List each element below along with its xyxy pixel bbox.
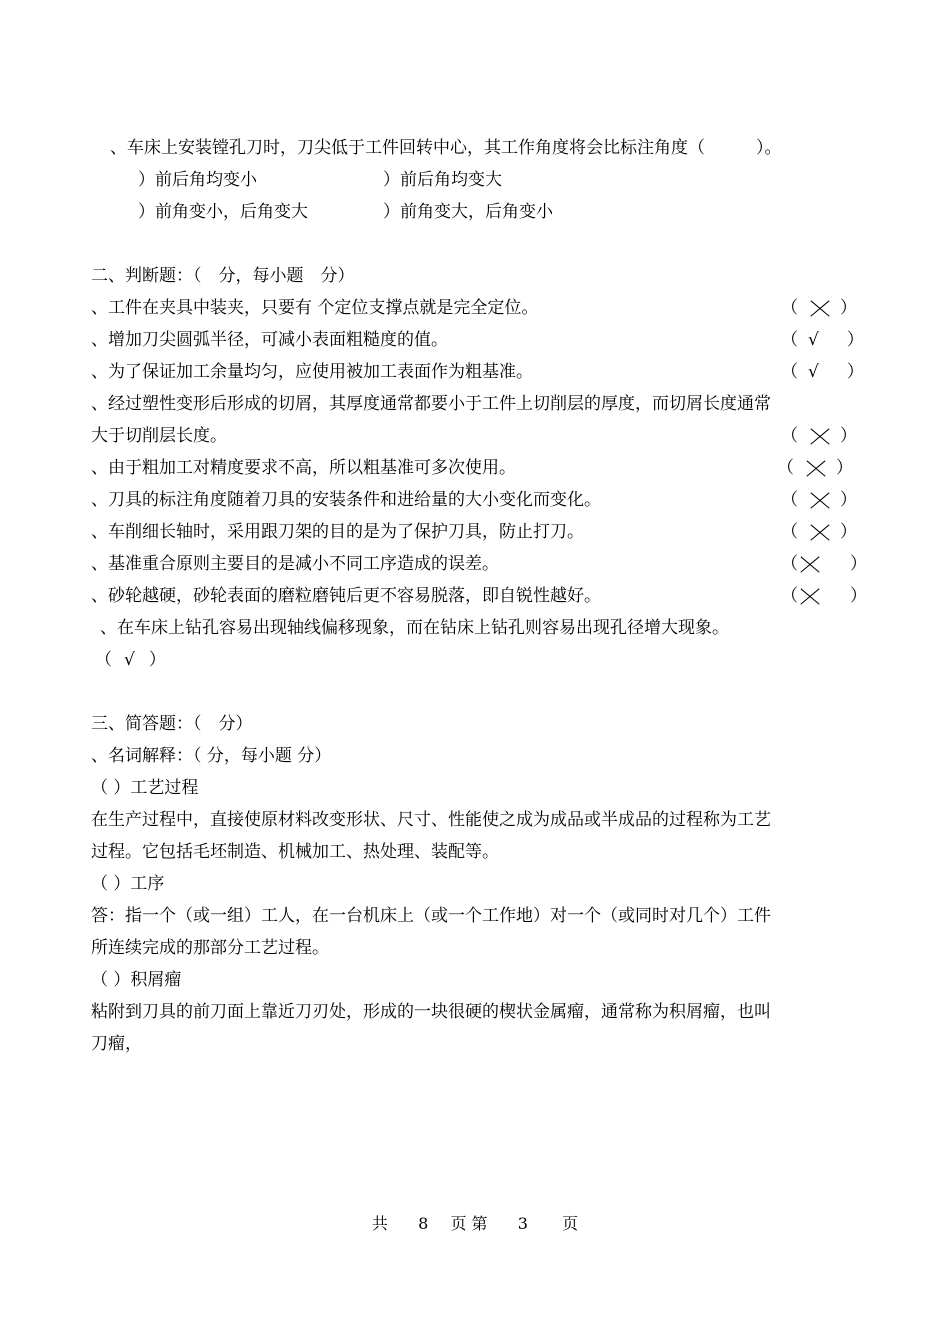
answer-mark: （ ） xyxy=(781,554,867,574)
tf-item-10: 、在车床上钻孔容易出现轴线偏移现象，而在钻床上钻孔则容易出现孔径增大现象。 xyxy=(100,618,729,638)
term-label: （ ）积屑瘤 xyxy=(91,970,182,990)
section-heading-true-false: 二、判断题：（ 分，每小题 分） xyxy=(91,266,355,286)
footer-page-suffix: 页 xyxy=(562,1214,579,1233)
answer-mark: （ √ ） xyxy=(95,650,166,670)
term-definition-line: 粘附到刀具的前刀面上靠近刀刃处，形成的一块很硬的楔状金属瘤，通常称为积屑瘤，也叫 xyxy=(91,1002,771,1022)
tf-item-1: 、工件在夹具中装夹，只要有 个定位支撑点就是完全定位。 xyxy=(91,298,539,318)
cross-mark-icon xyxy=(804,459,826,479)
tf-item-8: 、基准重合原则主要目的是减小不同工序造成的误差。 xyxy=(91,554,499,574)
term-label: （ ）工序 xyxy=(91,874,165,894)
answer-mark: （ √ ） xyxy=(781,330,864,350)
answer-mark: （ ） xyxy=(781,522,857,542)
check-mark: √ xyxy=(808,362,819,382)
term-label: （ ）工艺过程 xyxy=(91,778,199,798)
cross-mark-icon xyxy=(808,299,830,319)
term-definition-line: 过程。它包括毛坯制造、机械加工、热处理、装配等。 xyxy=(91,842,499,862)
tf-item-5: 、由于粗加工对精度要求不高，所以粗基准可多次使用。 xyxy=(91,458,516,478)
answer-mark: （ ） xyxy=(777,458,853,478)
answer-mark: （ ） xyxy=(781,586,867,606)
option-d: ）前角变大，后角变小 xyxy=(383,202,553,222)
sub-heading-term-definition: 、名词解释：（ 分，每小题 分） xyxy=(91,746,332,766)
answer-mark: （ ） xyxy=(781,426,857,446)
option-c: ）前角变小，后角变大 xyxy=(138,202,308,222)
tf-item-4: 、经过塑性变形后形成的切屑，其厚度通常都要小于工件上切削层的厚度，而切屑长度通常 xyxy=(91,394,771,414)
footer-total-pages: 8 xyxy=(418,1214,429,1233)
answer-mark: （ ） xyxy=(781,298,857,318)
question-stem: 、车床上安装镗孔刀时，刀尖低于工件回转中心，其工作角度将会比标注角度（ ）。 xyxy=(110,138,782,158)
footer-current-page: 3 xyxy=(517,1214,528,1233)
term-definition-line: 答：指一个（或一组）工人，在一台机床上（或一个工作地）对一个（或同时对几个）工件 xyxy=(91,906,771,926)
term-definition-line: 在生产过程中，直接使原材料改变形状、尺寸、性能使之成为成品或半成品的过程称为工艺 xyxy=(91,810,771,830)
cross-mark-icon xyxy=(808,427,830,447)
footer-total-label: 共 xyxy=(371,1214,388,1233)
cross-mark-icon xyxy=(808,523,830,543)
footer-page-label: 页 第 xyxy=(450,1214,488,1233)
tf-item-9: 、砂轮越硬，砂轮表面的磨粒磨钝后更不容易脱落，即自锐性越好。 xyxy=(91,586,601,606)
check-mark: √ xyxy=(124,650,135,670)
cross-mark-icon xyxy=(808,491,830,511)
term-definition-line: 所连续完成的那部分工艺过程。 xyxy=(91,938,329,958)
tf-item-7: 、车削细长轴时，采用跟刀架的目的是为了保护刀具，防止打刀。 xyxy=(91,522,584,542)
tf-item-4-cont: 大于切削层长度。 xyxy=(91,426,227,446)
check-mark: √ xyxy=(808,330,819,350)
tf-item-3: 、为了保证加工余量均匀，应使用被加工表面作为粗基准。 xyxy=(91,362,533,382)
option-b: ）前后角均变大 xyxy=(383,170,502,190)
section-heading-short-answer: 三、简答题：（ 分） xyxy=(91,714,253,734)
answer-mark: （ ） xyxy=(781,490,857,510)
tf-item-2: 、增加刀尖圆弧半径，可减小表面粗糙度的值。 xyxy=(91,330,448,350)
tf-item-6: 、刀具的标注角度随着刀具的安装条件和进给量的大小变化而变化。 xyxy=(91,490,601,510)
answer-mark: （ √ ） xyxy=(781,362,864,382)
option-a: ）前后角均变小 xyxy=(138,170,257,190)
cross-mark-icon xyxy=(798,555,820,575)
page-footer xyxy=(0,1212,950,1236)
term-definition-line: 刀瘤， xyxy=(91,1034,142,1054)
cross-mark-icon xyxy=(798,587,820,607)
